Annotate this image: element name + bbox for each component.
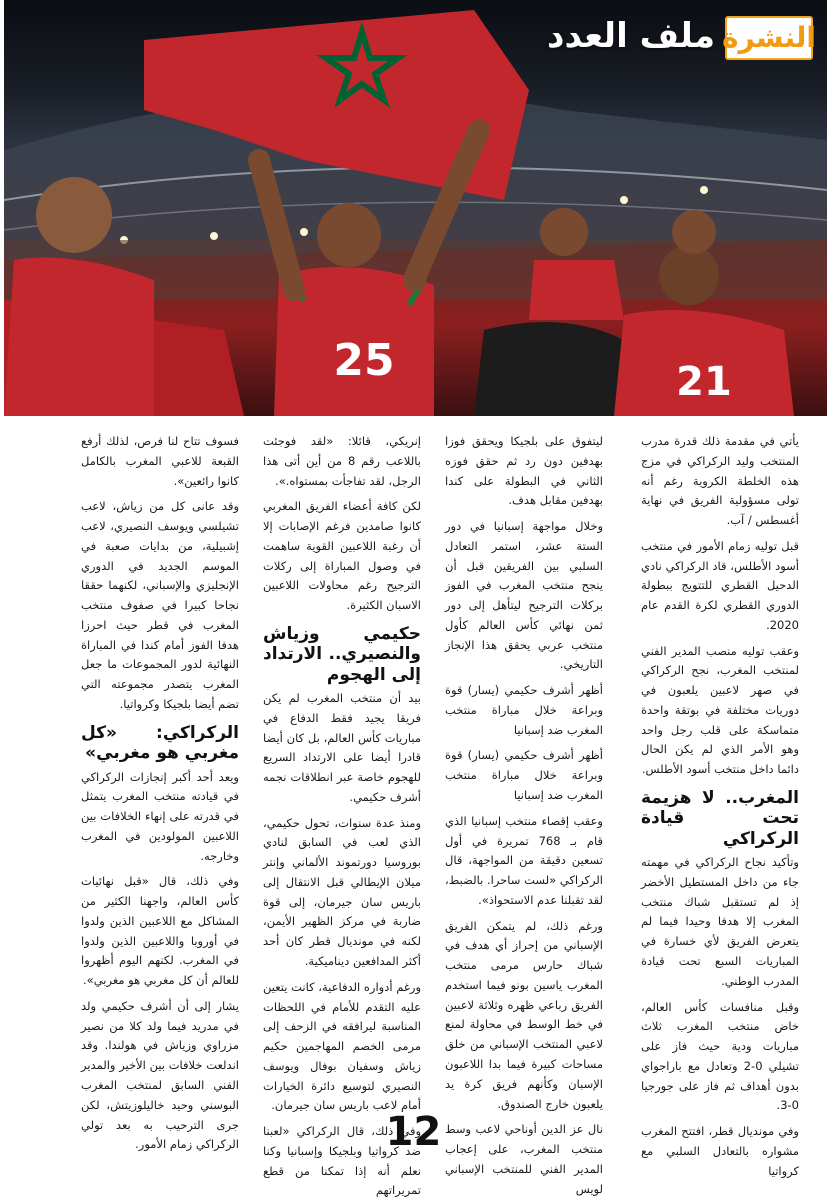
paragraph: وعقب توليه منصب المدير الفني لمنتخب المغرب، نجح الركراكي في صهر لاعبين يلعبون في دوريات مختلفة في بوتقة واحدة متماسكة على قلب رجل واحد وهو الأمر الذي لم يكن الحال دائما داخل منتخب أسود الأطلس. (641, 643, 799, 777)
brand-logo-text: النشرة (722, 21, 816, 54)
subheading: حكيمي وزياش والنصيري.. الارتداد إلى الهجوم (263, 623, 421, 685)
paragraph: وفي ذلك، قال الركراكي «لعبنا ضد كرواتيا وبلجيكا وإسبانيا وكنا نعلم أنه إذا تمكنا من قطع تمريراتهم (263, 1124, 421, 1198)
paragraph: وعقب إقصاء منتخب إسبانيا الذي قام بـ 768 تمريرة في أول تسعين دقيقة من المواجهة، قال الركراكي «لست ساحرا. بالضبط، لقد تقبلنا عدم الاستحواذ». (445, 813, 603, 907)
brand-logo (722, 16, 816, 60)
celebration-scene (4, 0, 827, 416)
paragraph: بيد أن منتخب المغرب لم يكن فريقا يجيد فقط الدفاع في مباريات كأس العالم، بل كان أيضا قادرا أيضا على الارتداد السريع للهجوم خاصة عبر انطلاقات نجمه أشرف حكيمي. (263, 691, 421, 804)
paragraph: فسوف تتاح لنا فرص، لذلك أرفع القبعة للاعبي المغرب بالكامل كانوا رائعين». (81, 434, 239, 488)
paragraph: إنريكي، قائلا: «لقد فوجئت باللاعب رقم 8 من أين أتى هذا الرجل، لقد تفاجأت بمستواه.». (263, 434, 421, 488)
paragraph: وقبل منافسات كأس العالم، خاض منتخب المغرب ثلاث مباريات ودية حيث فاز على تشيلي 0-2 وتعادل مع باراجواي بدون أهداف ثم فاز على جورجيا 0-3. (641, 999, 800, 1113)
article-column-2 (445, 432, 603, 1196)
paragraph: ليتفوق على بلجيكا ويحقق فوزا بهدفين دون رد ثم حقق فوزه الثاني في البطولة على كندا بهدفين مقابل هدف. (445, 434, 603, 508)
paragraph: ورغم أدواره الدفاعية، كانت يتعين عليه التقدم للأمام في اللحظات المناسبة ليرافقه في الزحف إلى مرمى الخصم المهاجمين حكيم زياش وسفيان بوفال ويوسف النصيري لتوسيع دائرة الخيارات أمام لاعب باريس سان جيرمان. (263, 979, 421, 1113)
paragraph: يأتي في مقدمة ذلك قدرة مدرب المنتخب وليد الركراكي في مزج هذه الخلطة الكروية رغم أنه تولى مسؤولية الفريق في نهاية أغسطس / آب. (641, 434, 799, 528)
article-column-4 (81, 432, 239, 1152)
article-column-1 (641, 432, 800, 1178)
paragraph: وقد عانى كل من زياش، لاعب تشيلسي ويوسف النصيري، لاعب إشبيلية، من بدايات صعبة في الموسم الجديد في الدوري الإنجليزي والإسباني، لكنهما حققا نجاحا كبيرا في صفوف منتخب المغرب في قطر حيث احرزا هدفا الفوز أمام كندا في المباراة النهائية لدور المجموعات ما جعل المغرب يتصدر مجموعته التي تضم أيضا بلجيكا وكرواتيا. (81, 499, 239, 711)
subheading: الركراكي: «كل مغربي هو مغربي» (81, 722, 239, 764)
shirt-number-right: 21 (676, 359, 732, 405)
paragraph: وخلال مواجهة إسبانيا في دور الستة عشر، استمر التعادل السلبي بين الفريقين قبل أن ينجح منتخب المغرب في الفوز بركلات الترجيح ليتأهل إلى دور ثمن نهائي كأس العالم كأول منتخب عربي يحقق هذا الإنجاز التاريخي. (445, 519, 603, 672)
paragraph: قبل توليه زمام الأمور في منتخب أسود الأطلس، قاد الركراكي نادي الدحيل القطري للتتويج ببطولة الدوري القطري لكرة القدم عام 2020. (641, 538, 799, 632)
paragraph: لكن كافة أعضاء الفريق المغربي كانوا صامدين فرغم الإصابات إلا أن رغبة اللاعبين القوية ساهمت في وصول المباراة إلى ركلات الترجيح رغم محاولات اللاعبين الاسبان الكثيرة. (263, 499, 421, 613)
paragraph: ومنذ عدة سنوات، تحول حكيمي، الذي لعب في السابق لنادي بوروسيا دورتموند الألماني وإنتر ميلان الإيطالي قبل الانتقال إلى باريس سان جيرمان، إلى قوة ضاربة في مركز الظهير الأيمن، لكنه في مونديال قطر كان أحد أكثر المدافعين ديناميكية. (263, 815, 421, 969)
paragraph: ورغم ذلك، لم يتمكن الفريق الإسباني من إحراز أي هدف في شباك حارس مرمى منتخب المغرب ياسين بونو فيما استخدم الفريق رباعي ظهره وثلاثة لاعبين في خط الوسط في محاولة لمنع لاعبي المنتخب الإسباني من خلق مساحات كبيرة فيما بدا اللاعبون الإسبان وكأنهم فريق كرة يد يلعبون خارج الصندوق. (445, 918, 603, 1111)
shirt-number-left: 25 (333, 335, 395, 386)
section-title: ملف العدد (547, 16, 715, 56)
hero-photo (4, 0, 827, 416)
paragraph: وفي مونديال قطر، افتتح المغرب مشواره بالتعادل السلبي مع كرواتيا (641, 1124, 799, 1178)
paragraph: يشار إلى أن أشرف حكيمي ولد في مدريد فيما ولد كلا من نصير مزراوي وزياش في هولندا. وقد اندلعت خلافات بين الأخير والمدير الفني السابق لمنتخب المغرب البوسني وحيد خاليلوزيتش، لكن جرى الترحيب به بعد تولي الركراكي زمام الأمور. (81, 998, 239, 1152)
photo-caption: أظهر أشرف حكيمي (يسار) قوة وبراعة خلال مباراة منتخب المغرب ضد إسبانيا (445, 683, 603, 737)
paragraph: وتأكيد نجاح الركراكي في مهمته جاء من داخل المستطيل الأخضر إذ لم تستقبل شباك منتخب المغرب إلا هدفا وحيدا فيما لم يتعرض الفريق لأي خسارة في المباريات السبع تحت قيادة المدرب الوطني. (641, 855, 799, 988)
photo-caption: أظهر أشرف حكيمي (يسار) قوة وبراعة خلال مباراة منتخب المغرب ضد إسبانيا (445, 748, 603, 803)
subheading: المغرب.. لا هزيمة تحت قيادة الركراكي (641, 788, 799, 849)
paragraph: نال عز الدين أوناحي لاعب وسط منتخب المغرب، على إعجاب المدير الفني للمنتخب الإسباني لويس (445, 1122, 603, 1196)
page-number: 12 (385, 1109, 442, 1155)
paragraph: وفي ذلك، قال «قبل نهائيات كأس العالم، واجهنا الكثير من المشاكل مع اللاعبين الذين ولدوا في أوروبا واللاعبين الذين ولدوا في المغرب. لكنهم اليوم أظهروا للعالم أن كل مغربي هو مغربي». (81, 874, 239, 988)
paragraph: ويعد أحد أكبر إنجازات الركراكي في قيادته منتخب المغرب يتمثل في قدرته على إنهاء الخلافات بين اللاعبين المولودين في المغرب وخارجه. (81, 769, 239, 863)
